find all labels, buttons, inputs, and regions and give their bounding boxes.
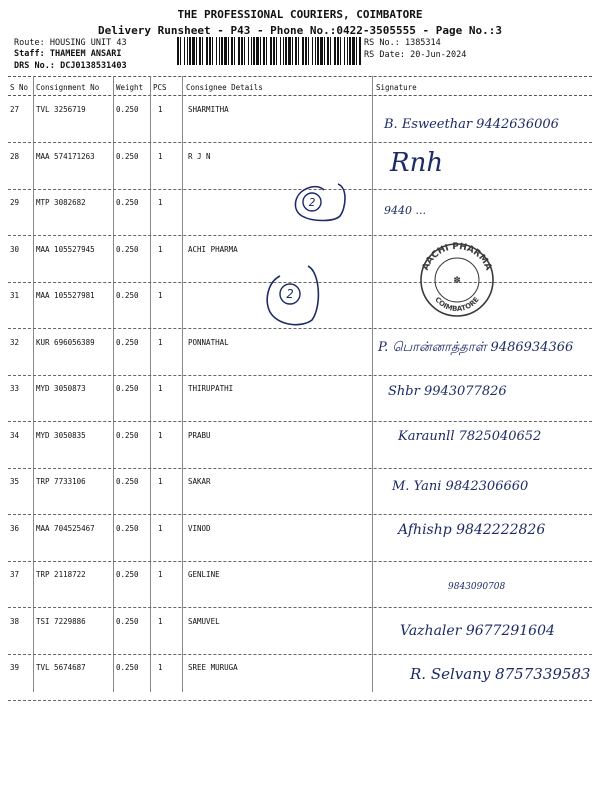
row-weight: 0.250: [116, 477, 139, 486]
row-consignment-no: MAA 105527981: [36, 291, 95, 300]
barcode-bar: [292, 37, 293, 65]
barcode-bar: [317, 37, 319, 65]
row-consignee: R J N: [188, 151, 211, 161]
row-sno: 32: [10, 337, 20, 347]
barcode-bar: [347, 37, 348, 65]
row-pcs: 1: [158, 105, 163, 114]
row-signature: Afhishp 9842222826: [398, 521, 546, 538]
row-sno: 36: [10, 523, 20, 533]
row-weight: 0.250: [116, 105, 139, 114]
row-consignee: SAKAR: [188, 477, 211, 486]
row-weight: 0.250: [116, 430, 139, 440]
row-weight: 0.250: [116, 570, 139, 579]
circled-count-31: 2: [286, 287, 294, 301]
row-signature: P. பொன்னாத்தாள் 9486934366: [378, 339, 574, 355]
barcode-bar: [298, 37, 299, 65]
barcode-bar: [244, 37, 245, 65]
row-sno: 34: [10, 430, 20, 440]
barcode-bar: [192, 37, 195, 65]
barcode-bar: [344, 37, 345, 65]
barcode-bar: [302, 37, 304, 65]
company-title: THE PROFESSIONAL COURIERS, COIMBATORE: [177, 8, 423, 21]
barcode-bar: [260, 37, 261, 65]
row-consignee: ACHI PHARMA: [188, 244, 238, 254]
barcode-bar: [199, 37, 201, 65]
row-signature: M. Yani 9842306660: [392, 479, 529, 494]
table-row: [0, 655, 600, 701]
row-consignment-no: MYD 3050835: [36, 430, 86, 440]
svg-text:✽: ✽: [453, 273, 461, 286]
barcode-bar: [315, 37, 316, 65]
col-weight: Weight: [116, 83, 144, 92]
row-pcs: 1: [158, 616, 163, 626]
barcode-bar: [330, 37, 331, 65]
barcode-bar: [283, 37, 284, 65]
barcode-bar: [251, 37, 252, 65]
row-consignment-no: TVL 3256719: [36, 105, 86, 114]
barcode-bar: [216, 37, 217, 65]
row-consignee: VINOD: [188, 523, 211, 533]
row-consignment-no: MAA 105527945: [36, 244, 95, 254]
row-consignment-no: TRP 7733106: [36, 477, 86, 486]
row-weight: 0.250: [116, 337, 139, 347]
row-sno: 27: [10, 105, 20, 114]
staff-label: Staff:: [14, 49, 45, 59]
row-signature: R. Selvany 8757339583: [410, 665, 591, 683]
row-consignment-no: TVL 5674687: [36, 663, 86, 672]
drs-value: DCJ0138531403: [60, 61, 127, 71]
row-weight: 0.250: [116, 523, 139, 533]
row-pcs: 1: [158, 523, 163, 533]
barcode-bar: [253, 37, 255, 65]
row-pcs: 1: [158, 244, 163, 254]
table-row: [0, 516, 600, 562]
circled-count-mark: [262, 262, 326, 330]
barcode-bar: [256, 37, 259, 65]
barcode-bar: [189, 37, 191, 65]
row-sno: 28: [10, 151, 20, 161]
table-row: [0, 97, 600, 143]
barcode-bar: [270, 37, 272, 65]
barcode-bar: [285, 37, 287, 65]
row-consignment-no: MTP 3082682: [36, 198, 86, 207]
barcode-bar: [340, 37, 341, 65]
barcode-bar: [276, 37, 277, 65]
rs-date-value: 20-Jun-2024: [410, 50, 467, 60]
barcode-bar: [295, 37, 297, 65]
col-sno: S No: [10, 83, 29, 92]
row-consignee: SAMUVEL: [188, 616, 220, 626]
row-sno: 37: [10, 570, 20, 579]
barcode-bar: [349, 37, 351, 65]
staff-line: [14, 49, 122, 59]
runsheet-title: Delivery Runsheet - P43 - Phone No.:0422-3505555 - Page No.:3: [98, 24, 502, 37]
stamp-bottom-text: COIMBATORE: [433, 295, 481, 314]
row-signature: Shbr 9943077826: [388, 384, 507, 399]
barcode-bar: [221, 37, 223, 65]
row-pcs: 1: [158, 430, 163, 440]
drs-label: DRS No.:: [14, 61, 55, 71]
row-sno: 31: [10, 291, 20, 300]
barcode-bar: [288, 37, 291, 65]
rs-date-line: [364, 50, 466, 60]
barcode-bar: [187, 37, 188, 65]
aachi-pharma-stamp: [412, 238, 502, 318]
row-pcs: 1: [158, 151, 163, 161]
row-consignment-no: TSI 7229886: [36, 616, 86, 626]
row-signature: Rnh: [390, 147, 444, 178]
route-line: [14, 38, 127, 48]
table-top-rule: [8, 76, 592, 77]
barcode-bar: [231, 37, 233, 65]
barcode-bar: [266, 37, 267, 65]
table-row: [0, 423, 600, 469]
barcode-bar: [212, 37, 213, 65]
barcode-bar: [320, 37, 323, 65]
barcode-bar: [228, 37, 229, 65]
row-signature: Vazhaler 9677291604: [400, 622, 555, 639]
table-row: [0, 376, 600, 422]
row-consignee: GENLINE: [188, 570, 220, 579]
circled-count-mark: [290, 178, 352, 224]
row-consignment-no: KUR 696056389: [36, 337, 95, 347]
col-consignee: Consignee Details: [186, 83, 263, 92]
staff-value: THAMEEM ANSARI: [49, 49, 122, 59]
row-weight: 0.250: [116, 151, 139, 161]
row-pcs: 1: [158, 291, 163, 300]
row-pcs: 1: [158, 198, 163, 207]
rs-no-label: RS No.:: [364, 38, 400, 48]
barcode-bar: [305, 37, 307, 65]
barcode-bar: [263, 37, 265, 65]
row-divider: [8, 700, 592, 701]
row-signature: 9440 ...: [384, 204, 426, 217]
row-sno: 30: [10, 244, 20, 254]
row-consignment-no: MYD 3050873: [36, 384, 86, 393]
rs-date-label: RS Date:: [364, 50, 405, 60]
barcode-bar: [337, 37, 339, 65]
barcode-bar: [177, 37, 179, 65]
route-value: HOUSING UNIT 43: [49, 38, 127, 48]
row-weight: 0.250: [116, 291, 139, 300]
col-pcs: PCS: [153, 83, 167, 92]
row-consignee: PRABU: [188, 430, 211, 440]
row-consignment-no: MAA 574171263: [36, 151, 95, 161]
col-signature: Signature: [376, 83, 417, 92]
table-row: [0, 469, 600, 515]
barcode-bar: [352, 37, 355, 65]
barcode-bar: [324, 37, 325, 65]
row-weight: 0.250: [116, 616, 139, 626]
row-sno: 39: [10, 663, 20, 672]
row-sno: 29: [10, 198, 20, 207]
row-signature: B. Esweethar 9442636006: [384, 117, 559, 132]
stamp-top-text: AACHI PHARMA: [420, 241, 494, 272]
barcode-bar: [359, 37, 361, 65]
svg-text:AACHI PHARMA: [421, 242, 493, 272]
row-pcs: 1: [158, 570, 163, 579]
row-weight: 0.250: [116, 244, 139, 254]
barcode-bar: [206, 37, 208, 65]
circled-count-29: 2: [308, 196, 316, 209]
barcode-bar: [180, 37, 181, 65]
barcode: [177, 37, 361, 65]
barcode-bar: [234, 37, 235, 65]
row-pcs: 1: [158, 477, 163, 486]
table-header-rule: [8, 95, 592, 96]
barcode-bar: [280, 37, 281, 65]
row-sno: 38: [10, 616, 20, 626]
row-pcs: 1: [158, 663, 163, 672]
row-pcs: 1: [158, 337, 163, 347]
row-signature: 9843090708: [448, 582, 506, 592]
drs-line: [14, 61, 127, 71]
svg-text:COIMBATORE: [433, 295, 481, 313]
rs-no-line: [364, 38, 441, 48]
row-weight: 0.250: [116, 663, 139, 672]
rs-no-value: 1385314: [404, 38, 441, 48]
row-consignment-no: MAA 704525467: [36, 523, 95, 533]
row-consignee: THIRUPATHI: [188, 384, 234, 393]
barcode-bar: [308, 37, 309, 65]
row-weight: 0.250: [116, 384, 139, 393]
barcode-bar: [248, 37, 249, 65]
barcode-bar: [334, 37, 336, 65]
route-label: Route:: [14, 38, 45, 48]
table-row: [0, 330, 600, 376]
barcode-bar: [224, 37, 227, 65]
barcode-bar: [273, 37, 275, 65]
col-consignment: Consignment No: [36, 83, 100, 92]
row-sno: 33: [10, 384, 20, 393]
barcode-bar: [184, 37, 185, 65]
row-consignee: SHARMITHA: [188, 105, 229, 114]
barcode-bar: [327, 37, 329, 65]
barcode-bar: [356, 37, 357, 65]
table-row: [0, 609, 600, 655]
barcode-bar: [202, 37, 203, 65]
barcode-bar: [312, 37, 313, 65]
barcode-bar: [219, 37, 220, 65]
row-sno: 35: [10, 477, 20, 486]
row-weight: 0.250: [116, 198, 139, 207]
row-signature: Karaunll 7825040652: [398, 428, 542, 444]
barcode-bar: [238, 37, 240, 65]
row-consignee: SREE MURUGA: [188, 663, 238, 672]
barcode-bar: [241, 37, 243, 65]
row-consignee: PONNATHAL: [188, 337, 229, 347]
row-consignment-no: TRP 2118722: [36, 570, 86, 579]
barcode-bar: [209, 37, 211, 65]
row-pcs: 1: [158, 384, 163, 393]
table-row: [0, 562, 600, 608]
barcode-bar: [196, 37, 197, 65]
